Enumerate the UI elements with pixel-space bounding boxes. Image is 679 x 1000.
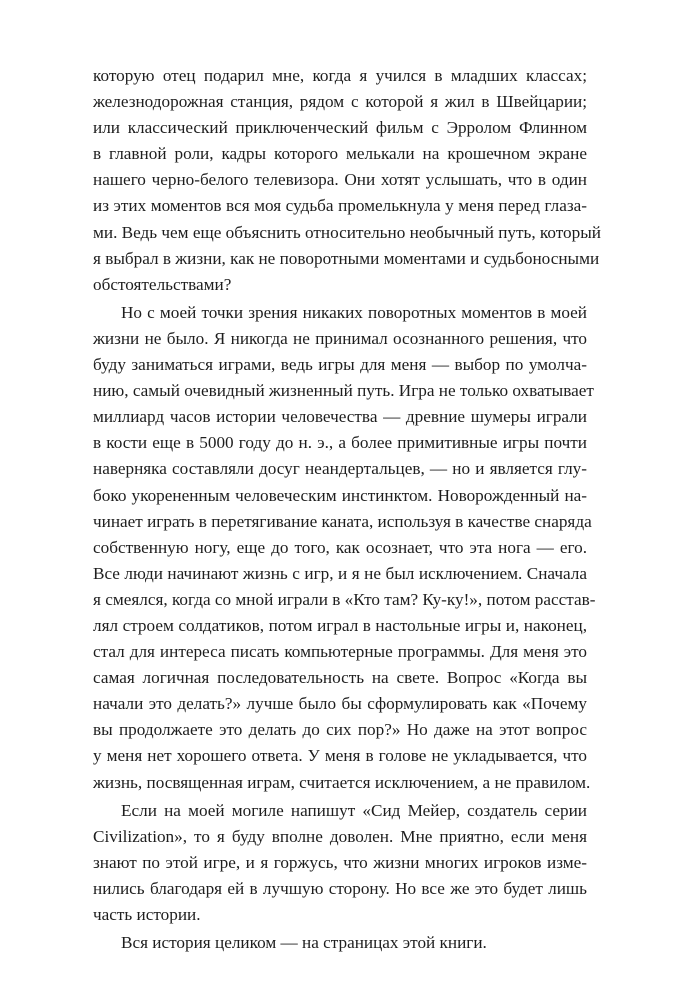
- text-line: знают по этой игре, и я горжусь, что жизни многих игроков изме-: [93, 852, 587, 872]
- text-line: начали это делать?» лучше было бы сформулировать как «Почему: [93, 694, 587, 714]
- text-line: из этих моментов вся моя судьба промелькнула у меня перед глаза-: [93, 196, 587, 216]
- text-line: ми. Ведь чем еще объяснить относительно необычный путь, который: [93, 222, 601, 242]
- paragraph-1: [93, 63, 601, 298]
- text-line: нились благодаря ей в лучшую сторону. Но все же это будет лишь: [93, 878, 587, 898]
- text-line: собственную ногу, еще до того, как осознает, что эта нога — его.: [93, 537, 587, 557]
- text-line: боко укорененным человеческим инстинктом. Новорожденный на-: [93, 485, 587, 505]
- text-line: я смеялся, когда со мной играли в «Кто там? Ку-ку!», потом расстав-: [93, 589, 596, 609]
- text-line: обстоятельствами?: [93, 274, 232, 294]
- text-line: наверняка составляли досуг неандертальцев, — но и является глу-: [93, 459, 587, 479]
- paragraph-4: [93, 930, 587, 956]
- paragraph-3: [93, 798, 587, 928]
- text-line: Вся история целиком — на страницах этой книги.: [121, 933, 487, 953]
- text-line: у меня нет хорошего ответа. У меня в голове не укладывается, что: [93, 746, 587, 766]
- text-line: лял строем солдатиков, потом играл в настольные игры и, наконец,: [93, 615, 587, 635]
- text-line: самая логичная последовательность на свете. Вопрос «Когда вы: [93, 668, 587, 688]
- text-line: в кости еще в 5000 году до н. э., а более примитивные игры почти: [93, 433, 587, 453]
- text-line: нию, самый очевидный жизненный путь. Игра не только охватывает: [93, 381, 594, 401]
- text-line: Все люди начинают жизнь с игр, и я не был исключением. Сначала: [93, 563, 587, 583]
- text-line: Если на моей могиле напишут «Сид Мейер, создатель серии: [121, 800, 587, 820]
- text-line: или классический приключенческий фильм с Эрролом Флинном: [93, 118, 587, 138]
- text-line: жизнь, посвященная играм, считается исключением, а не правилом.: [93, 772, 591, 792]
- text-line: чинает играть в перетягивание каната, используя в качестве снаряда: [93, 511, 592, 531]
- text-line: миллиард часов истории человечества — древние шумеры играли: [93, 407, 587, 427]
- text-line: железнодорожная станция, рядом с которой я жил в Швейцарии;: [93, 92, 587, 112]
- text-line: которую отец подарил мне, когда я учился в младших классах;: [93, 66, 587, 85]
- text-line: Civilization», то я буду вполне доволен. Мне приятно, если меня: [93, 826, 587, 846]
- text-line: вы продолжаете это делать до сих пор?» Но даже на этот вопрос: [93, 720, 587, 740]
- text-line: я выбрал в жизни, как не поворотными моментами и судьбоносными: [93, 248, 600, 268]
- paragraph-2: [93, 300, 596, 796]
- text-line: в главной роли, кадры которого мелькали на крошечном экране: [93, 144, 587, 164]
- text-line: часть истории.: [93, 905, 201, 924]
- text-line: стал для интереса писать компьютерные программы. Для меня это: [93, 642, 587, 662]
- text-line: жизни не было. Я никогда не принимал осознанного решения, что: [93, 328, 587, 348]
- text-line: Но с моей точки зрения никаких поворотных моментов в моей: [121, 302, 587, 322]
- text-line: нашего черно-белого телевизора. Они хотят услышать, что в один: [93, 170, 587, 190]
- text-line: буду заниматься играми, ведь игры для меня — выбор по умолча-: [93, 355, 587, 375]
- body-text: [93, 63, 601, 956]
